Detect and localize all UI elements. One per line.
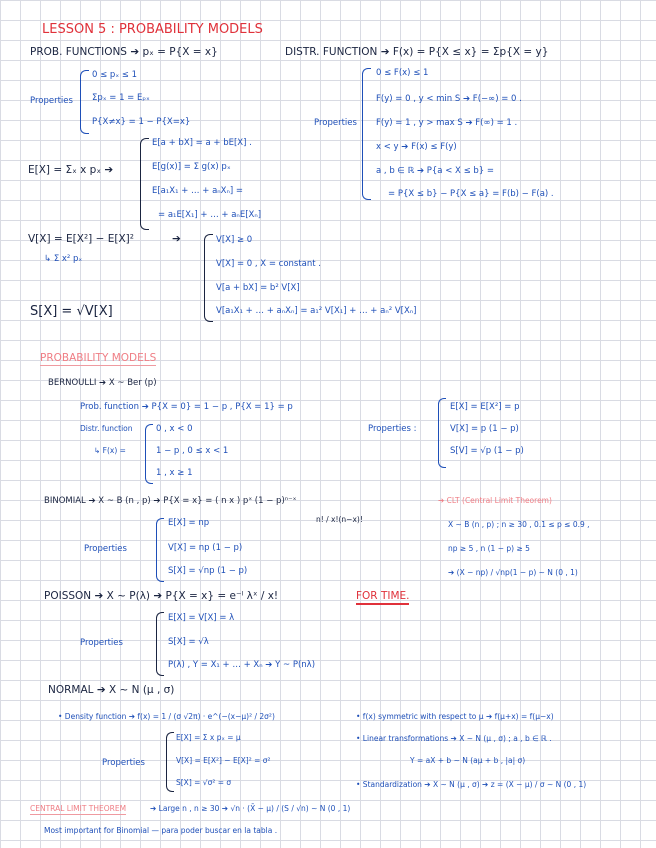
expectation-item: E[a + bX] = a + bE[X] .	[152, 138, 252, 148]
distr-function-brace	[362, 68, 371, 200]
binomial-properties-label: Properties	[84, 544, 127, 554]
bernoulli-properties-brace	[438, 398, 446, 468]
poisson-property: S[X] = √λ	[168, 637, 209, 647]
normal-property: E[X] = Σ x pₓ = μ	[176, 733, 241, 742]
clt-box-title: ➔ CLT (Central Limit Theorem)	[438, 496, 552, 505]
binomial-property: S[X] = √np (1 − p)	[168, 566, 248, 576]
bernoulli-property: S[V] = √p (1 − p)	[450, 446, 524, 456]
expectation-item: E[a₁X₁ + … + aₙXₙ] =	[152, 186, 244, 196]
bernoulli-distr-sub: ↳ F(x) =	[94, 446, 126, 455]
clt-final-text: ➔ Large n , n ≥ 30 ➔ √n · (X̄ − μ) / (S / √n) ~ N (0 , 1)	[150, 804, 351, 813]
distr-function-item: = P{X ≤ b} − P{X ≤ a} = F(b) − F(a) .	[388, 189, 554, 199]
bernoulli-distr-case: 1 − p , 0 ≤ x < 1	[156, 446, 229, 456]
clt-box-line: np ≥ 5 , n (1 − p) ≥ 5	[448, 544, 530, 553]
clt-final-label: CENTRAL LIMIT THEOREM	[30, 804, 127, 813]
lesson-title: LESSON 5 : PROBABILITY MODELS	[42, 22, 263, 37]
variance-item: V[X] = 0 , X = constant .	[216, 259, 322, 269]
distr-function-properties-label: Properties	[314, 118, 357, 128]
variance-item: V[X] ≥ 0	[216, 235, 253, 245]
expectation-formula: E[X] = Σₓ x pₓ ➔	[28, 164, 114, 176]
normal-right-note: • f(x) symmetric with respect to μ ➔ f(μ+x) = f(μ−x)	[356, 712, 554, 721]
expectation-brace	[140, 138, 149, 230]
distr-function-title: DISTR. FUNCTION ➔ F(x) = P{X ≤ x} = Σp{X = y}	[285, 46, 549, 58]
bernoulli-distr-brace	[145, 424, 153, 484]
variance-brace	[204, 234, 213, 322]
poisson-property: E[X] = V[X] = λ	[168, 613, 235, 623]
expectation-item: E[g(x)] = Σ g(x) pₓ	[152, 162, 231, 172]
normal-property: V[X] = E[X²] − E[X]² = σ²	[176, 756, 271, 765]
normal-properties-brace	[166, 732, 174, 792]
prob-functions-properties-label: Properties	[30, 96, 73, 106]
bernoulli-title: BERNOULLI ➔ X ~ Ber (p)	[48, 378, 157, 388]
variance-item: V[a + bX] = b² V[X]	[216, 283, 300, 293]
expectation-item: = a₁E[X₁] + … + aₙE[Xₙ]	[158, 210, 262, 220]
variance-arrow: ➔	[172, 233, 181, 245]
poisson-properties-label: Properties	[80, 638, 123, 648]
poisson-properties-brace	[156, 612, 164, 676]
normal-right-note: • Standardization ➔ X ~ N (μ , σ) ➔ z = (X − μ) / σ ~ N (0 , 1)	[356, 780, 587, 789]
bernoulli-prob-function: Prob. function ➔ P{X = 0} = 1 − p , P{X = 1} = p	[80, 402, 293, 412]
bernoulli-distr-label: Distr. function	[80, 424, 133, 433]
binomial-properties-brace	[156, 518, 164, 582]
distr-function-item: x < y ➔ F(x) ≤ F(y)	[376, 142, 457, 152]
normal-properties-label: Properties	[102, 758, 145, 768]
distr-function-item: a , b ∈ ℝ ➔ P{a < X ≤ b} =	[376, 166, 495, 176]
clt-box-line: X ~ B (n , p) ; n ≥ 30 , 0.1 ≤ p ≤ 0.9 ,	[448, 520, 590, 529]
variance-sub: ↳ Σ x² pₓ	[44, 254, 83, 264]
normal-property: S[X] = √σ² = σ	[176, 778, 232, 787]
bernoulli-distr-case: 1 , x ≥ 1	[156, 468, 193, 478]
bernoulli-property: E[X] = E[X²] = p	[450, 402, 520, 412]
binomial-property: E[X] = np	[168, 518, 210, 528]
binomial-property: V[X] = np (1 − p)	[168, 543, 243, 553]
clt-final-note: Most important for Binomial — para poder buscar en la tabla .	[44, 826, 278, 835]
binomial-title: BINOMIAL ➔ X ~ B (n , p) ➔ P{X = x} = ( n x ) pˣ (1 − p)ⁿ⁻ˣ	[44, 496, 297, 506]
distr-function-item: F(y) = 0 , y < min S ➔ F(−∞) = 0 .	[376, 94, 522, 104]
binomial-note: n! / x!(n−x)!	[316, 515, 363, 524]
prob-functions-item: Σpₓ = 1 = Eₚₓ	[92, 93, 150, 103]
clt-box-line: ➔ (X − np) / √np(1 − p) ~ N (0 , 1)	[448, 568, 578, 577]
prob-functions-brace	[80, 70, 89, 134]
bernoulli-properties-label: Properties :	[368, 424, 417, 434]
prob-functions-item: 0 ≤ pₓ ≤ 1	[92, 70, 138, 80]
bernoulli-property: V[X] = p (1 − p)	[450, 424, 519, 434]
prob-functions-title: PROB. FUNCTIONS ➔ pₓ = P{X = x}	[30, 46, 218, 58]
variance-item: V[a₁X₁ + … + aₙXₙ] = a₁² V[X₁] + … + aₙ² V[Xₙ]	[216, 306, 417, 316]
std-formula: S[X] = √V[X]	[30, 304, 113, 319]
prob-functions-item: P{X≠x} = 1 − P{X=x}	[92, 117, 191, 127]
poisson-property: P(λ) , Y = X₁ + … + Xₙ ➔ Y ~ P(nλ)	[168, 660, 316, 670]
normal-density: • Density function ➔ f(x) = 1 / (σ √2π) · e^(−(x−μ)² / 2σ²)	[58, 712, 275, 721]
distr-function-item: F(y) = 1 , y > max S ➔ F(∞) = 1 .	[376, 118, 518, 128]
distr-function-item: 0 ≤ F(x) ≤ 1	[376, 68, 429, 78]
normal-right-note: Y = aX + b ~ N (aμ + b , |a| σ)	[410, 756, 526, 765]
normal-right-note: • Linear transformations ➔ X ~ N (μ , σ) ; a , b ∈ ℝ .	[356, 734, 552, 743]
poisson-title: POISSON ➔ X ~ P(λ) ➔ P{X = x} = e⁻ˡ λˣ / x!	[44, 590, 279, 602]
normal-title: NORMAL ➔ X ~ N (μ , σ)	[48, 684, 175, 696]
variance-formula: V[X] = E[X²] − E[X]²	[28, 233, 134, 245]
bernoulli-distr-case: 0 , x < 0	[156, 424, 193, 434]
models-heading: PROBABILITY MODELS	[40, 352, 157, 364]
poisson-note: FOR TIME.	[356, 590, 409, 605]
